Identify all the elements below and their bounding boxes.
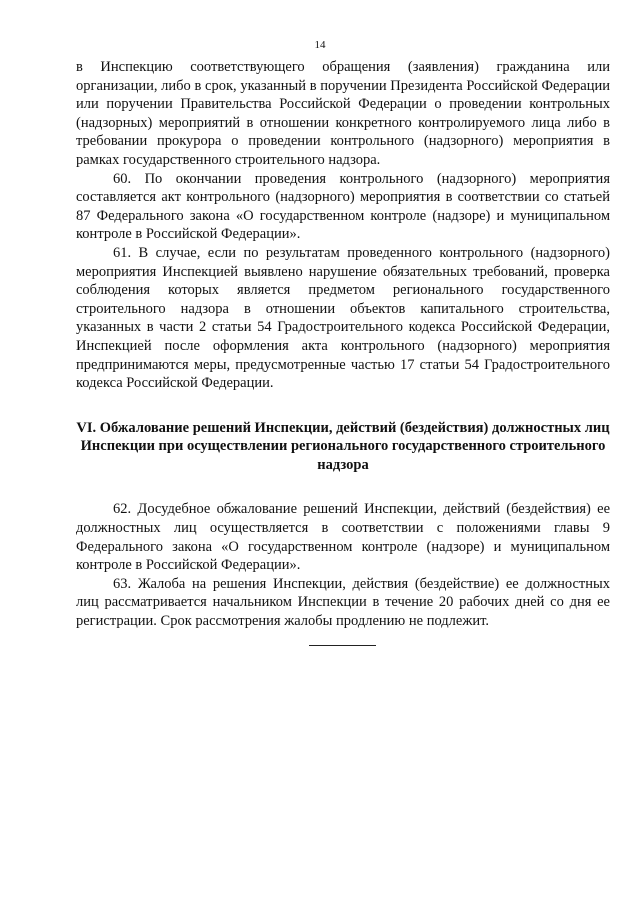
paragraph-63: 63. Жалоба на решения Инспекции, действия (бездействие) ее должностных лиц рассматривается начальником Инспекции в течение 20 рабочих дней со дня ее регистрации. Срок рассмотрения жалобы продлению не подлежит. [76, 575, 610, 630]
page-number: 14 [314, 39, 326, 51]
paragraph-62: 62. Досудебное обжалование решений Инспекции, действий (бездействия) ее должностных лиц осуществляется в соответствии с положениями главы 9 Федерального закона «О государственном контроле (надзоре) и муниципальном контроле в Российской Федерации». [76, 501, 610, 574]
document-body [76, 58, 610, 631]
section-heading: VI. Обжалование решений Инспекции, действий (бездействия) должностных лиц Инспекции при осуществлении регионального государственного строительного надзора [76, 419, 610, 473]
paragraph-60: 60. По окончании проведения контрольного (надзорного) мероприятия составляется акт контрольного (надзорного) мероприятия в соответствии со статьей 87 Федерального закона «О государственном контроле (надзоре) и муниципальном контроле в Российской Федерации». [76, 170, 610, 243]
paragraph-61: 61. В случае, если по результатам проведенного контрольного (надзорного) мероприятия Инспекцией выявлено нарушение обязательных требований, проверка соблюдения которых является предметом регионального государственного строительного надзора в отношении объектов капитального строительства, указанных в части 2 статьи 54 Градостроительного кодекса Российской Федерации, Инспекцией после оформления акта контрольного (надзорного) мероприятия предпринимаются меры, предусмотренные частью 17 статьи 54 Градостроительного кодекса Российской Федерации. [76, 244, 610, 392]
paragraph-continuation: в Инспекцию соответствующего обращения (заявления) гражданина или организации, либо в срок, указанный в поручении Президента Российской Федерации или поручении Правительства Российской Федерации о проведении контрольных (надзорных) мероприятий в отношении конкретного контролируемого лица либо в требовании прокурора о проведении контрольного (надзорного) мероприятия в рамках государственного строительного надзора. [76, 59, 610, 168]
closing-divider [309, 645, 376, 646]
